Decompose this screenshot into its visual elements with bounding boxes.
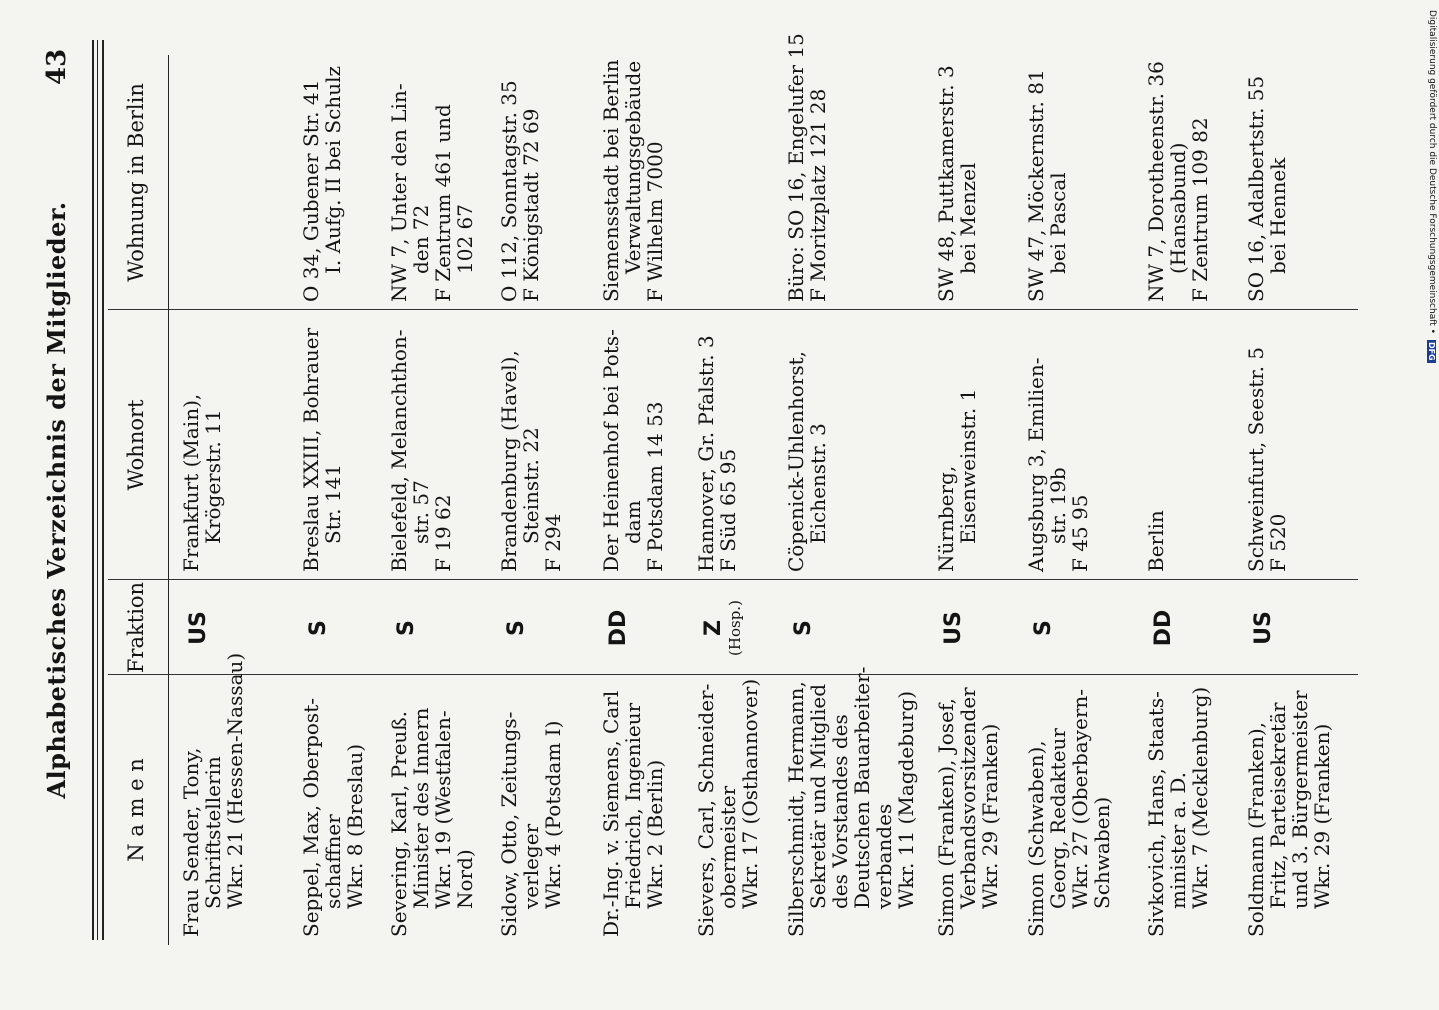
name-line: des Vorstandes des — [828, 714, 852, 909]
dfg-credit-strip — [1425, 0, 1439, 1000]
wohnort-line: Steinstr. 22 — [519, 427, 543, 544]
wohnort-line: Nürnberg, — [934, 465, 958, 572]
wohnort-line: str. 57 — [409, 480, 433, 544]
member-fraktion — [606, 578, 631, 678]
name-line: Wkr. 2 (Berlin) — [643, 759, 667, 909]
name-line: Seppel, Max, Oberpost- — [299, 698, 323, 937]
column-header-fraktion: Fraktion — [124, 581, 148, 674]
member-name — [388, 708, 476, 937]
wohnung-line: Siemensstadt bei Berlin — [599, 59, 623, 302]
credit-text: Digitalisierung gefördert durch die Deutsche Forschungsgemeinschaft • — [1427, 10, 1437, 334]
wohnort-line: Der Heinenhof bei Pots- — [599, 329, 623, 572]
wohnort-line: Augsburg 3, Emilien- — [1024, 357, 1048, 572]
fraktion-code: S — [1031, 620, 1056, 636]
name-line: obermeister — [716, 785, 740, 909]
wohnung-line: Verwaltungsgebäude — [621, 60, 645, 274]
member-wohnung — [935, 65, 979, 302]
page-number: 43 — [42, 48, 72, 85]
member-fraktion — [394, 578, 419, 678]
fraktion-code: S — [504, 620, 529, 636]
member-wohnung — [1245, 76, 1289, 302]
wohnung-line: Büro: SO 16, Engelufer 15 — [784, 33, 808, 302]
name-line: Sievers, Carl, Schneider- — [694, 683, 718, 937]
member-wohnung — [300, 66, 344, 302]
wohnung-line: F Zentrum 461 und — [431, 104, 455, 302]
wohnort-line: Brandenburg (Havel), — [497, 350, 521, 572]
wohnung-line: O 34, Gubener Str. 41 — [299, 79, 323, 302]
wohnung-line: F Wilhelm 7000 — [643, 141, 667, 302]
wohnort-line: Breslau XXIII, Bohrauer — [299, 327, 323, 572]
member-wohnung — [785, 33, 829, 302]
member-name — [1245, 690, 1333, 937]
wohnort-line: Hannover, Gr. Pfalstr. 3 — [694, 335, 718, 572]
name-line: Schriftstellerin — [201, 756, 225, 909]
member-fraktion — [306, 578, 331, 678]
wohnung-line: NW 7, Unter den Lin- — [387, 83, 411, 302]
fraktion-code: US — [1251, 611, 1276, 645]
wohnort-line: Schweinfurt, Seestr. 5 — [1244, 346, 1268, 572]
member-name — [1025, 689, 1113, 937]
member-fraktion — [504, 578, 529, 678]
member-name — [785, 667, 917, 937]
wohnort-line: Bielefeld, Melanchthon- — [387, 329, 411, 572]
member-wohnort — [600, 329, 666, 572]
name-line: Wkr. 11 (Magdeburg) — [894, 690, 918, 909]
wohnung-line: 102 67 — [453, 204, 477, 274]
wohnung-line: SW 48, Puttkamerstr. 3 — [934, 65, 958, 302]
member-wohnort — [498, 350, 564, 572]
wohnung-line: bei Menzel — [956, 162, 980, 274]
name-line: Wkr. 7 (Mecklenburg) — [1188, 686, 1212, 909]
name-line: Fritz, Parteisekretär — [1266, 702, 1290, 909]
name-line: Silberschmidt, Hermann, — [784, 681, 808, 937]
member-name — [300, 698, 366, 937]
name-line: Wkr. 4 (Potsdam I) — [541, 720, 565, 909]
wohnung-line: SW 47, Möckernstr. 81 — [1024, 69, 1048, 302]
name-line: Sekretär und Mitglied — [806, 684, 830, 909]
wohnort-line: Str. 141 — [321, 464, 345, 544]
fraktion-code: US — [941, 611, 966, 645]
name-line: minister a. D. — [1166, 771, 1190, 909]
member-wohnort — [388, 329, 454, 572]
member-wohnort — [300, 328, 344, 572]
name-line: Minister des Innern — [409, 707, 433, 909]
name-line: Severing, Karl, Preuß. — [387, 710, 411, 937]
member-name — [180, 653, 246, 937]
wohnort-line: Cöpenick-Uhlenhorst, — [784, 351, 808, 572]
header-rule — [168, 55, 169, 945]
member-wohnung — [498, 80, 542, 302]
fraktion-note: (Hosp.) — [726, 600, 744, 656]
member-wohnort — [1025, 358, 1091, 572]
table-rule — [102, 40, 104, 940]
name-line: Deutschen Bauarbeiter- — [850, 666, 874, 909]
wohnort-line: F Potsdam 14 53 — [643, 401, 667, 572]
fraktion-code: S — [791, 620, 816, 636]
name-line: Simon (Franken), Josef, — [934, 698, 958, 937]
name-line: Georg, Redakteur — [1046, 728, 1070, 909]
name-line: Verbandsvorsitzender — [956, 687, 980, 909]
name-line: Wkr. 21 (Hessen-Nassau) — [223, 652, 247, 909]
wohnort-line: F Süd 65 95 — [716, 448, 740, 572]
dfg-logo-icon: DFG — [1427, 341, 1437, 361]
wohnung-line: I. Aufg. II bei Schulz — [321, 65, 345, 274]
member-fraktion — [1151, 578, 1176, 678]
wohnort-line: F 45 95 — [1068, 494, 1092, 572]
wohnung-line: O 112, Sonntagstr. 35 — [497, 80, 521, 302]
table-rule — [97, 40, 98, 940]
fraktion-code: US — [186, 611, 211, 645]
name-line: Friedrich, Ingenieur — [621, 702, 645, 909]
column-header-wohnung: Wohnung in Berlin — [124, 83, 148, 282]
column-header-wohnort: Wohnort — [124, 399, 148, 491]
fraktion-code: S — [306, 620, 331, 636]
member-wohnort — [695, 335, 739, 572]
name-line: Schwaben) — [1090, 796, 1114, 909]
fraktion-code: DD — [1151, 609, 1176, 647]
name-line: Wkr. 29 (Franken) — [978, 723, 1002, 909]
fraktion-code: DD — [606, 609, 631, 647]
member-wohnung — [1145, 61, 1211, 302]
name-line: Frau Sender, Tony, — [179, 747, 203, 937]
name-line: verbandes — [872, 803, 896, 909]
wohnung-line: NW 7, Dorotheenstr. 36 — [1144, 61, 1168, 302]
member-wohnung — [600, 60, 666, 302]
wohnung-line: (Hansabund) — [1166, 142, 1190, 274]
member-wohnort — [935, 389, 979, 572]
name-line: Sidow, Otto, Zeitungs- — [497, 711, 521, 937]
wohnung-line: bei Pascal — [1046, 172, 1070, 274]
fraktion-code: Z — [701, 620, 726, 636]
member-name — [1145, 687, 1211, 937]
fraktion-code: S — [394, 620, 419, 636]
member-wohnort — [180, 394, 224, 572]
member-name — [935, 687, 1001, 937]
name-line: Simon (Schwaben), — [1024, 740, 1048, 937]
member-fraktion — [941, 578, 966, 678]
member-fraktion — [1251, 578, 1276, 678]
name-line: Wkr. 27 (Oberbayern- — [1068, 688, 1092, 909]
wohnung-line: SO 16, Adalbertstr. 55 — [1244, 75, 1268, 302]
member-name — [600, 691, 666, 937]
wohnung-line: bei Hennek — [1266, 157, 1290, 274]
wohnort-line: F 294 — [541, 513, 565, 572]
name-line: Wkr. 29 (Franken) — [1310, 723, 1334, 909]
wohnort-line: dam — [621, 500, 645, 544]
name-line: Wkr. 19 (Westfalen- — [431, 710, 455, 909]
wohnort-line: Berlin — [1144, 510, 1168, 572]
column-separator — [108, 309, 1358, 310]
name-line: Dr.-Ing. v. Siemens, Carl — [599, 690, 623, 937]
member-fraktion — [186, 578, 211, 678]
member-wohnung — [1025, 69, 1069, 302]
wohnung-line: F Moritzplatz 121 28 — [806, 88, 830, 302]
column-header-namen: N a m e n — [124, 758, 148, 862]
wohnort-line: Frankfurt (Main), — [179, 393, 203, 572]
wohnort-line: Krögerstr. 11 — [201, 409, 225, 544]
wohnort-line: Eichenstr. 3 — [806, 423, 830, 544]
name-line: Soldmann (Franken), — [1244, 722, 1268, 937]
table-rule — [92, 40, 94, 940]
member-fraktion — [1031, 578, 1056, 678]
member-wohnort — [1145, 510, 1167, 572]
member-fraktion — [791, 578, 816, 678]
wohnung-line: F Königstadt 72 69 — [519, 108, 543, 302]
name-line: schaffner — [321, 814, 345, 909]
member-wohnort — [785, 351, 829, 572]
name-line: Wkr. 8 (Breslau) — [343, 744, 367, 909]
wohnort-line: str. 19b — [1046, 467, 1070, 544]
page-title: Alphabetisches Verzeichnis der Mitglieder. — [42, 201, 71, 799]
member-wohnung — [388, 83, 476, 302]
member-name — [498, 712, 564, 937]
wohnort-line: Eisenweinstr. 1 — [956, 388, 980, 544]
name-line: Wkr. 17 (Osthannover) — [738, 678, 762, 909]
member-name — [695, 679, 761, 937]
name-line: verleger — [519, 823, 543, 909]
member-wohnort — [1245, 347, 1289, 572]
name-line: und 3. Bürgermeister — [1288, 690, 1312, 909]
wohnung-line: F Zentrum 109 82 — [1188, 117, 1212, 302]
member-fraktion — [701, 578, 744, 678]
wohnung-line: den 72 — [409, 204, 433, 274]
wohnort-line: F 19 62 — [431, 494, 455, 572]
name-line: Sivkovich, Hans, Staats- — [1144, 691, 1168, 937]
name-line: Nord) — [453, 849, 477, 909]
wohnort-line: F 520 — [1266, 513, 1290, 572]
